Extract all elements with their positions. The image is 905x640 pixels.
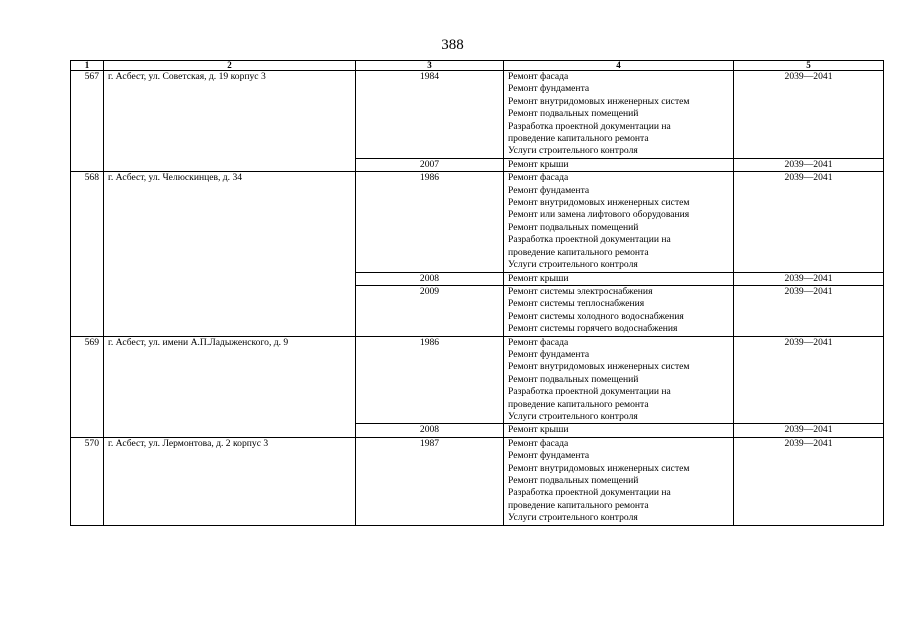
work-item: Ремонт системы электроснабжения: [508, 285, 653, 297]
works-cell: [504, 71, 734, 159]
work-item: Ремонт фасада: [508, 71, 569, 82]
work-item: Ремонт внутридомовых инженерных систем: [508, 462, 690, 474]
period-cell: 2039—2041: [734, 71, 884, 159]
work-item: Ремонт крыши: [508, 158, 569, 170]
page-number: 388: [441, 37, 464, 53]
works-cell: [504, 172, 734, 272]
table-row: [71, 437, 884, 525]
works-cell: [504, 158, 734, 171]
work-item: Ремонт подвальных помещений: [508, 373, 639, 385]
object-number: 568: [71, 172, 104, 336]
work-item: Ремонт фасада: [508, 336, 569, 348]
repair-schedule-table: [70, 60, 884, 526]
period-cell: 2039—2041: [734, 172, 884, 272]
work-item: Разработка проектной документации на: [508, 120, 671, 132]
work-item: Ремонт подвальных помещений: [508, 108, 639, 120]
column-header: 5: [734, 61, 884, 71]
work-item: Услуги строительного контроля: [508, 145, 638, 157]
work-item: Услуги строительного контроля: [508, 410, 638, 422]
work-item: Услуги строительного контроля: [508, 512, 638, 524]
work-item: Ремонт фасада: [508, 437, 569, 449]
work-item: Ремонт системы горячего водоснабжения: [508, 323, 678, 335]
works-cell: [504, 285, 734, 336]
year-cell: 1984: [356, 71, 504, 159]
work-item: Ремонт внутридомовых инженерных систем: [508, 95, 690, 107]
work-item: Ремонт крыши: [508, 272, 569, 284]
work-item: Ремонт внутридомовых инженерных систем: [508, 361, 690, 373]
year-cell: 1987: [356, 437, 504, 525]
table-row: [71, 172, 884, 272]
year-cell: 2008: [356, 272, 504, 285]
column-header: 1: [71, 61, 104, 71]
work-item: Ремонт фасада: [508, 172, 569, 184]
work-item: Ремонт фундамента: [508, 83, 590, 95]
column-header: 3: [356, 61, 504, 71]
work-item: проведение капитального ремонта: [508, 133, 649, 145]
object-number: 567: [71, 71, 104, 172]
year-cell: 2007: [356, 158, 504, 171]
work-item: Ремонт системы холодного водоснабжения: [508, 310, 684, 322]
work-item: Ремонт фундамента: [508, 450, 590, 462]
period-cell: 2039—2041: [734, 158, 884, 171]
column-header: 2: [104, 61, 356, 71]
work-item: Ремонт системы теплоснабжения: [508, 298, 645, 310]
period-cell: 2039—2041: [734, 285, 884, 336]
year-cell: 1986: [356, 172, 504, 272]
building-address: г. Асбест, ул. Лермонтова, д. 2 корпус 3: [104, 437, 356, 525]
work-item: Услуги строительного контроля: [508, 259, 638, 271]
work-item: проведение капитального ремонта: [508, 246, 649, 258]
work-item: Ремонт подвальных помещений: [508, 221, 639, 233]
work-item: Ремонт крыши: [508, 424, 569, 436]
works-cell: [504, 437, 734, 525]
period-cell: 2039—2041: [734, 437, 884, 525]
works-cell: [504, 336, 734, 424]
work-item: Ремонт внутридомовых инженерных систем: [508, 197, 690, 209]
work-item: Разработка проектной документации на: [508, 487, 671, 499]
year-cell: 2008: [356, 424, 504, 437]
column-header: 4: [504, 61, 734, 71]
work-item: проведение капитального ремонта: [508, 398, 649, 410]
year-cell: 1986: [356, 336, 504, 424]
works-cell: [504, 272, 734, 285]
work-item: проведение капитального ремонта: [508, 499, 649, 511]
building-address: г. Асбест, ул. Челюскинцев, д. 34: [104, 172, 356, 336]
work-item: Разработка проектной документации на: [508, 234, 671, 246]
table-row: [71, 336, 884, 424]
header-row: [71, 61, 884, 71]
period-cell: 2039—2041: [734, 424, 884, 437]
year-cell: 2009: [356, 285, 504, 336]
work-item: Ремонт фундамента: [508, 348, 590, 360]
building-address: г. Асбест, ул. Советская, д. 19 корпус 3: [104, 71, 356, 172]
period-cell: 2039—2041: [734, 272, 884, 285]
object-number: 569: [71, 336, 104, 437]
work-item: Ремонт подвальных помещений: [508, 475, 639, 486]
table-row: [71, 71, 884, 159]
period-cell: 2039—2041: [734, 336, 884, 424]
work-item: Ремонт фундамента: [508, 184, 590, 196]
works-cell: [504, 424, 734, 437]
work-item: Ремонт или замена лифтового оборудования: [508, 209, 690, 221]
building-address: г. Асбест, ул. имени А.П.Ладыженского, д. 9: [104, 336, 356, 437]
object-number: 570: [71, 437, 104, 525]
work-item: Разработка проектной документации на: [508, 386, 671, 398]
